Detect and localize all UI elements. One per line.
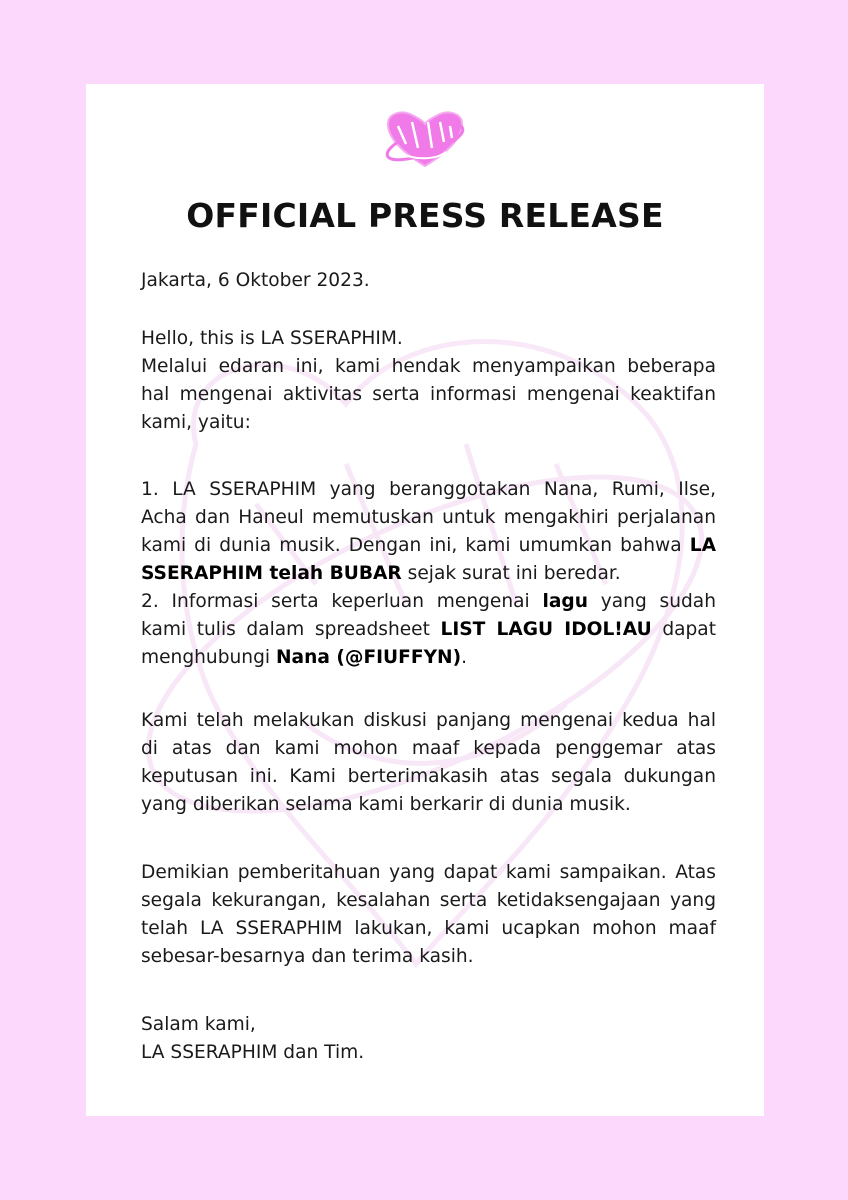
point1-line: 1. LA SSERAPHIM yang beranggotakan Nana, Rumi, Ilse, — [141, 479, 716, 500]
point2-line — [141, 616, 716, 644]
point2-text: . — [461, 647, 468, 668]
point2-bold-nana: Nana (@FIUFFYN) — [275, 647, 462, 668]
points-list — [141, 476, 716, 672]
point1-line: Acha dan Haneul memutuskan untuk mengakhiri perjalanan — [141, 507, 716, 528]
paragraph4-line: segala kekurangan, kesalahan serta ketidaksengajaan yang — [141, 890, 716, 911]
paragraph4-line: telah LA SSERAPHIM lakukan, kami ucapkan mohon maaf — [141, 918, 716, 939]
page-title: OFFICIAL PRESS RELEASE — [186, 196, 664, 235]
point2-line — [141, 588, 716, 616]
paragraph3-line: Kami telah melakukan diskusi panjang mengenai kedua hal — [141, 710, 716, 731]
date-text: Jakarta, 6 Oktober 2023. — [141, 270, 370, 291]
paragraph4-line: Demikian pemberitahuan yang dapat kami sampaikan. Atas — [141, 862, 716, 883]
point1-line — [141, 560, 716, 588]
greeting-text: Hello, this is LA SSERAPHIM. — [141, 328, 403, 349]
paragraph3-line: keputusan ini. Kami berterimakasih atas segala dukungan — [141, 766, 716, 787]
signature-text: LA SSERAPHIM dan Tim. — [141, 1042, 365, 1063]
intro-paragraph — [141, 325, 716, 437]
point1-bold-la: LA — [689, 535, 716, 556]
press-release-page — [86, 84, 764, 1116]
point2-text: 2. Informasi serta keperluan mengenai — [141, 591, 530, 612]
intro-line: Melalui edaran ini, kami hendak menyampaikan beberapa — [141, 356, 716, 377]
point2-text: kami tulis dalam spreadsheet — [141, 619, 430, 640]
point2-text: dapat — [662, 619, 716, 640]
point1-text: sejak surat ini beredar. — [407, 563, 621, 584]
point1-line — [141, 532, 716, 560]
point2-line — [141, 644, 716, 672]
point2-bold-lagu: lagu — [542, 591, 588, 612]
intro-line: hal mengenai aktivitas serta informasi mengenai keaktifan — [141, 384, 716, 405]
date-line — [141, 267, 716, 295]
paragraph3-line: di atas dan kami mohon maaf kepada penggemar atas — [141, 738, 716, 759]
point1-text: kami di dunia musik. Dengan ini, kami umumkan bahwa — [141, 535, 682, 556]
paragraph-apology — [141, 707, 716, 819]
paragraph3-line: yang diberikan selama kami berkarir di dunia musik. — [141, 794, 631, 815]
point2-text: yang sudah — [600, 591, 716, 612]
paragraph4-line: sebesar-besarnya dan terima kasih. — [141, 946, 474, 967]
closing-text: Salam kami, — [141, 1014, 256, 1035]
signature-block — [141, 1011, 716, 1067]
point2-bold-list: LIST LAGU IDOL!AU — [440, 619, 652, 640]
point1-bold-bubar: SSERAPHIM telah BUBAR — [141, 563, 402, 584]
paragraph-closing — [141, 859, 716, 971]
la-sseraphim-logo — [382, 108, 468, 170]
intro-line: kami, yaitu: — [141, 412, 251, 433]
point2-text: menghubungi — [141, 647, 271, 668]
